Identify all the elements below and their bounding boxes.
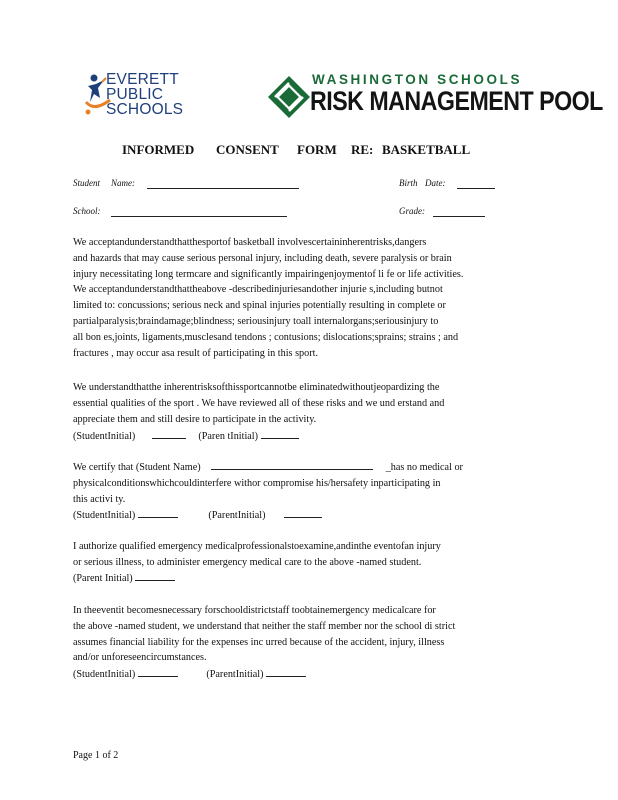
student-initial-field[interactable] [138, 667, 178, 677]
student-name-row [73, 178, 553, 192]
title-word-informed: INFORMED [122, 142, 195, 157]
school-label: School: [73, 206, 101, 216]
paragraph-authorize [73, 539, 545, 571]
parent-initial-label: (ParentInitial) [206, 669, 264, 680]
title-word-re: RE: [351, 142, 374, 157]
everett-line-1: EVERETT [106, 71, 179, 88]
everett-logo-text [106, 72, 183, 117]
student-initial-label: (StudentInitial) [73, 510, 136, 521]
student-initial-field[interactable] [152, 429, 186, 439]
everett-public-schools-logo [84, 72, 224, 124]
p1-line: partialparalysis;braindamage;blindness; seriousinjury toall internalorgans;seriousinjury to [73, 315, 439, 327]
grade-label: Grade: [399, 206, 425, 216]
p3-end-text: _has no medical or [385, 462, 463, 473]
p1-line: fractures , may occur asa result of participating in this sport. [73, 347, 318, 359]
student-name-field[interactable] [147, 188, 299, 189]
everett-line-2: PUBLIC [106, 86, 164, 103]
p2-line: essential qualities of the sport . We have reviewed all of these risks and we und erstand and [73, 397, 445, 409]
p5-line: In theeventit becomesnecessary forschooldistrictstaff toobtainemergency medicalcare for [73, 605, 436, 616]
p3-line: this activi ty. [73, 493, 126, 505]
initials-row-2 [73, 508, 322, 521]
p1-line: We acceptandunderstandthatthesportof basketball involvescertaininherentrisks,dangers [73, 237, 427, 248]
p2-line: We understandthatthe inherentrisksofthissportcannotbe eliminatedwithoutjeopardizing the [73, 382, 440, 393]
wsrmp-emblem-icon [266, 74, 312, 120]
wsrmp-logo-bottom-text: RISK MANAGEMENT POOL [310, 86, 603, 116]
p1-line: limited to: concussions; serious neck and spinal injuries potentially resulting in complete or [73, 300, 446, 312]
student-initial-label: (StudentInitial) [73, 431, 136, 442]
grade-field[interactable] [433, 216, 485, 217]
student-initial-label: (StudentInitial) [73, 669, 136, 680]
student-initial-field[interactable] [138, 508, 178, 518]
paragraph-understanding [73, 380, 545, 427]
p5-line: and/or unforeseencircumstances. [73, 652, 207, 664]
initials-row-4 [73, 667, 306, 680]
p3-line: physicalconditionswhichcouldinterfere withor compromise his/hersafety inparticipating in [73, 477, 441, 489]
p4-line: I authorize qualified emergency medicalprofessionalstoexamine,andinthe eventofan injury [73, 541, 441, 552]
parent-initial-field[interactable] [135, 571, 175, 581]
everett-line-3: SCHOOLS [106, 101, 184, 118]
page-number: Page 1 of 2 [73, 750, 119, 761]
paragraph-liability [73, 603, 545, 666]
certify-student-name-field[interactable] [211, 460, 373, 470]
parent-initial-label: (ParentInitial) [208, 510, 266, 521]
title-word-form: FORM [297, 142, 337, 157]
name-label: Name: [111, 178, 135, 188]
title-word-basketball: BASKETBALL [382, 142, 471, 157]
birth-date-field[interactable] [457, 188, 495, 189]
wsrmp-logo-top-text: WASHINGTON SCHOOLS [312, 72, 523, 87]
p3-start-text: We certify that (Student Name) [73, 462, 201, 473]
p5-line: the above -named student, we understand that neither the staff member nor the school di strict [73, 620, 456, 632]
birth-label: Birth [399, 178, 418, 188]
form-title [0, 142, 618, 160]
p1-line: all bon es,joints, ligaments,musclesand tendons ; contusions; dislocations;sprains; strains ; and [73, 331, 459, 343]
school-field[interactable] [111, 216, 287, 217]
p4-line: or serious illness, to administer emergency medical care to the above -named student. [73, 556, 422, 568]
paragraph-risks [73, 235, 545, 361]
initials-row-1 [73, 429, 299, 442]
initials-row-3 [73, 571, 175, 584]
p1-line: injury necessitating long termcare and significantly impairingenjoymentof li fe or life activities. [73, 268, 464, 280]
parent-initial-field[interactable] [266, 667, 306, 677]
p1-line: We acceptandunderstandthattheabove -describedinjuriesandother injurie s,including butnot [73, 284, 443, 296]
p5-line: assumes financial liability for the expenses inc urred because of the accident, injury, illness [73, 636, 445, 648]
parent-initial-field[interactable] [284, 508, 322, 518]
p3-line [73, 460, 545, 476]
parent-initial-field[interactable] [261, 429, 299, 439]
date-label: Date: [425, 178, 446, 188]
school-row [73, 206, 553, 220]
student-label: Student [73, 178, 100, 188]
paragraph-certify [73, 460, 545, 507]
parent-initial-label: (Parent Initial) [73, 573, 133, 584]
parent-initial-label: (Paren tInitial) [198, 431, 259, 442]
p2-line: appreciate them and still desire to participate in the activity. [73, 413, 317, 425]
wsrmp-logo [266, 70, 603, 122]
title-word-consent: CONSENT [216, 142, 279, 157]
p1-line: and hazards that may cause serious personal injury, including death, severe paralysis or brain [73, 252, 452, 264]
